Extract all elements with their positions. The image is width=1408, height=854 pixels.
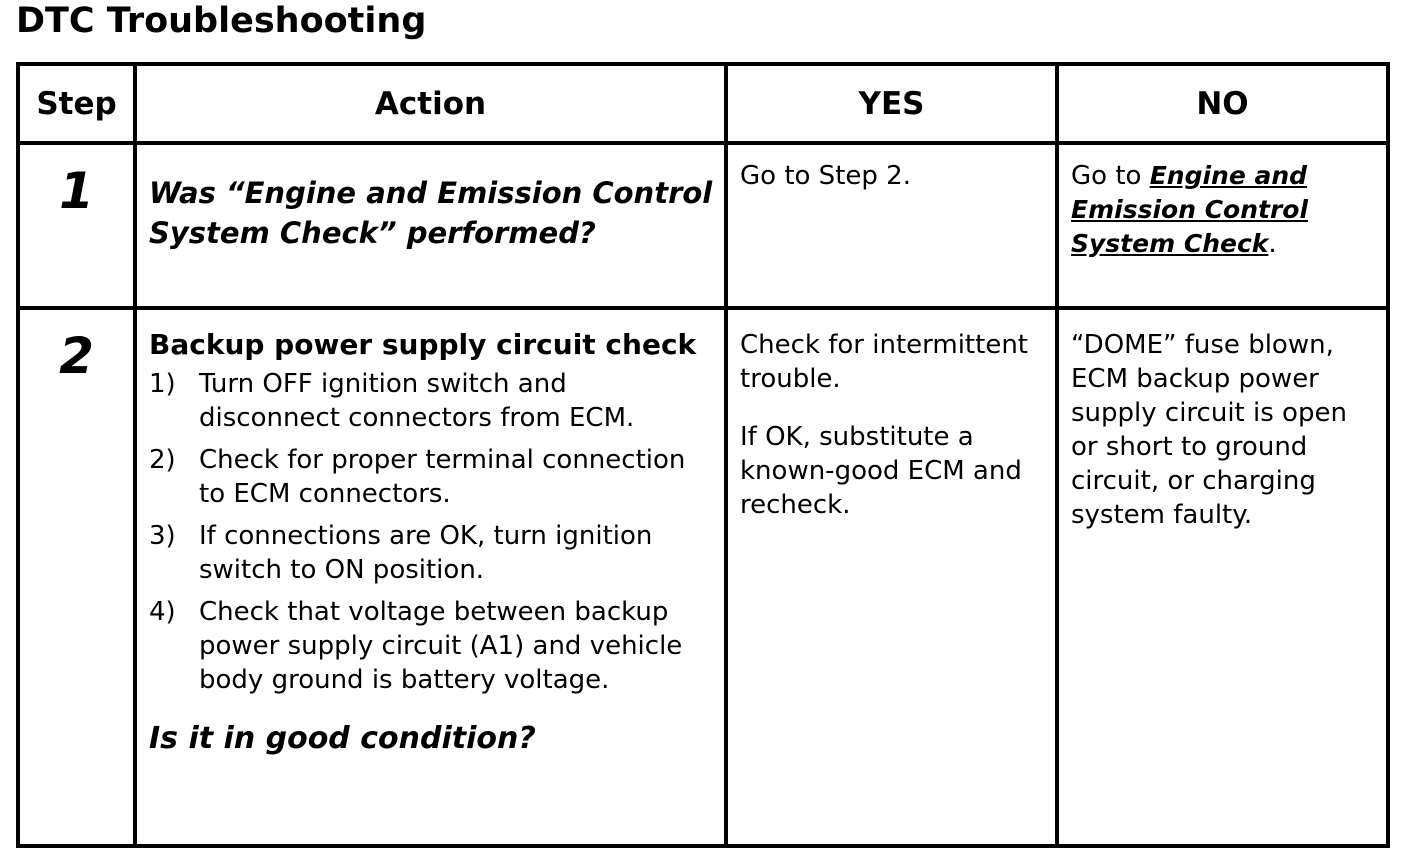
- page-title: DTC Troubleshooting: [16, 1, 427, 41]
- list-item-text: Check that voltage between backup power supply circuit (A1) and vehicle body ground is battery voltage.: [199, 597, 683, 695]
- header-no: NO: [1057, 64, 1388, 143]
- list-item: [149, 443, 714, 511]
- table-row: [18, 143, 1388, 308]
- list-item-text: Check for proper terminal connection to ECM connectors.: [199, 445, 686, 509]
- list-item-text: Turn OFF ignition switch and disconnect connectors from ECM.: [199, 369, 635, 433]
- step-number: 2: [18, 308, 135, 846]
- check-title: Backup power supply circuit check: [149, 328, 697, 361]
- dtc-table: [16, 62, 1390, 848]
- no-text: [1071, 159, 1378, 261]
- action-cell: [135, 143, 726, 308]
- list-item-text: If connections are OK, turn ignition switch to ON position.: [199, 521, 653, 585]
- list-item: [149, 367, 714, 435]
- table-row: [18, 308, 1388, 846]
- step-number: 1: [18, 143, 135, 308]
- list-item-number: 4): [149, 597, 176, 627]
- yes-text: Check for intermittent trouble.: [740, 330, 1028, 394]
- no-cell: [1057, 143, 1388, 308]
- header-action: Action: [135, 64, 726, 143]
- list-item-number: 2): [149, 445, 176, 475]
- list-item: [149, 595, 714, 697]
- no-text: “DOME” fuse blown, ECM backup power supply circuit is open or short to ground circuit, or charging system faulty.: [1071, 330, 1347, 530]
- list-item: [149, 519, 714, 587]
- header-yes: YES: [726, 64, 1057, 143]
- action-cell: [135, 308, 726, 846]
- step-question: Was “Engine and Emission Control System Check” performed?: [149, 176, 713, 250]
- no-prefix: Go to: [1071, 161, 1150, 191]
- step-question: Is it in good condition?: [149, 721, 536, 756]
- list-item-number: 3): [149, 521, 176, 551]
- yes-cell: [726, 143, 1057, 308]
- yes-cell: [726, 308, 1057, 846]
- table-header-row: [18, 64, 1388, 143]
- header-step: Step: [18, 64, 135, 143]
- engine-emission-check-link[interactable]: Engine and Emission Control System Check: [1071, 161, 1309, 258]
- yes-text: Go to Step 2.: [740, 161, 911, 191]
- procedure-list: [149, 367, 714, 697]
- no-suffix: .: [1268, 229, 1277, 259]
- yes-text: If OK, substitute a known-good ECM and recheck.: [740, 422, 1022, 520]
- no-cell: [1057, 308, 1388, 846]
- list-item-number: 1): [149, 369, 176, 399]
